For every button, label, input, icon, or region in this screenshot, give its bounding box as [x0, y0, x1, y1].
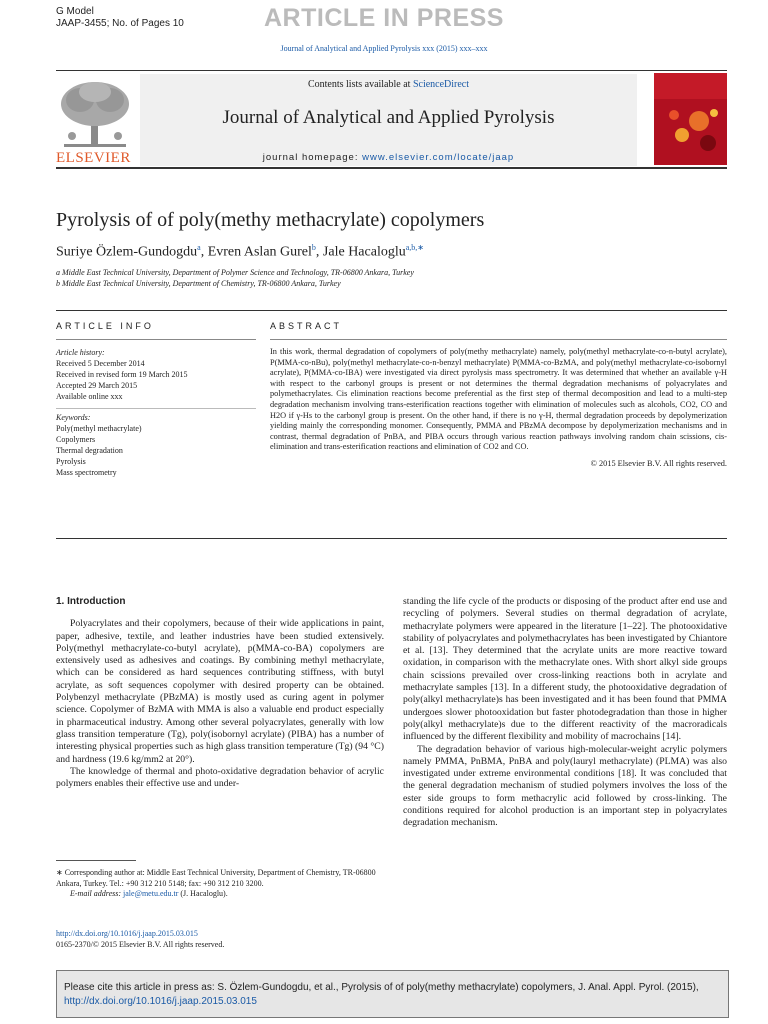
keyword: Poly(methyl methacrylate)	[56, 424, 142, 433]
journal-cover-image	[654, 73, 727, 165]
abstract-body	[270, 347, 727, 470]
elsevier-logo-text: ELSEVIER	[56, 150, 131, 166]
abstract-text: In this work, thermal degradation of copolymers of poly(methy methacrylate) namely, poly(methyl methacrylate-co-n-butyl acrylate), P(MMA-co-nBu), poly(methyl methacrylate-co-n-benzyl methacrylate) P(MMA-co-BzMA, and poly(methyl methacrylate-co-isobornyl acrylate), P(MMA-co-IBA) were investigated via direct pyrolysis mass spectrometry. It was determined that whether an available γ-H with respect to the carbonyl groups is present or not determines the thermal degradation mechanisms of polyacrylates and polymethacrylates. Cis elimination reactions become preferential as the first step of thermal decomposition and lead to a multi-step degradation mechanism involving trans-esterification reactions together with elimination of molecules such as alcohols, CO2, CO and H2O if γ-Hs to the carbonyl group is present. On the other hand, if there is no γ-H, thermal degradation proceeds by depolymerization yielding mainly the corresponding monomer. Consequently, PMMA and PBzMA decompose by depolymerization mechanisms and in contrast, thermal degradation of PnBA, and PIBA occurs through various reaction pathways involving random chain scissions, cis-elimination and trans-esterification reactions and elimination of CO2 and CO.	[270, 347, 727, 452]
article-title: Pyrolysis of of poly(methy methacrylate) copolymers	[56, 209, 485, 231]
contents-available	[140, 79, 637, 90]
abstract-bottom-rule	[56, 538, 727, 539]
corresponding-author-note: ∗ Corresponding author at: Middle East Technical University, Department of Chemistry, TR-06800 Ankara, Turkey. Tel.: +90 312 210 5148; fax: +90 312 210 3200.	[56, 868, 376, 888]
keywords-rule	[56, 408, 256, 409]
cite-text	[64, 981, 724, 1009]
keywords-label: Keywords:	[56, 413, 91, 422]
doi-link[interactable]: http://dx.doi.org/10.1016/j.jaap.2015.03.015	[56, 929, 198, 938]
keyword: Mass spectrometry	[56, 468, 117, 477]
issn-line: 0165-2370/© 2015 Elsevier B.V. All rights reserved.	[56, 940, 225, 949]
author-affil-mark[interactable]: a,b,∗	[405, 243, 424, 252]
article-in-press-banner: ARTICLE IN PRESS	[264, 4, 504, 32]
journal-title: Journal of Analytical and Applied Pyrolysis	[222, 107, 555, 128]
homepage-link[interactable]: www.elsevier.com/locate/jaap	[362, 152, 515, 163]
body-paragraph: standing the life cycle of the products or disposing of the product after end use and recycling of polymers. Several studies on thermal degradation of acrylate, methacrylate polymers were appeared in the literature [1–22]. The photooxidative stability of polyacrylates and polymethacrylates has been investigated by Chiantore et al. [13]. They determined that the acrylate units are more reactive toward oxidation, in comparison with the methacrylate ones. With short alkyl side groups chain scissions prevailed over cross-linking reactions both in acrylate and methacrylate samples [13]. In a different study, the photooxidative degradation of poly(alkyl methacrylate)s has been investigated and it has been found that PMMA undergoes slower photooxidation but faster photodegradation than those in higher poly(alkyl methacrylate)s due to the different reactivity of the macroradicals influenced by the different flexibility and mobility of macrochains [14].	[403, 596, 727, 743]
info-top-rule	[56, 310, 727, 311]
abstract-copyright: © 2015 Elsevier B.V. All rights reserved.	[590, 458, 727, 468]
contents-prefix: Contents lists available at	[307, 79, 413, 90]
history-item: Received in revised form 19 March 2015	[56, 370, 188, 379]
body-column-left	[56, 596, 384, 790]
elsevier-tree-logo	[56, 78, 134, 150]
abstract-heading: ABSTRACT	[270, 321, 343, 331]
author-name: Evren Aslan Gurel	[207, 244, 312, 260]
journal-homepage	[140, 152, 637, 163]
author-affil-mark[interactable]: a	[197, 243, 201, 252]
history-label: Article history:	[56, 348, 105, 357]
author-name: Jale Hacaloglu	[322, 244, 406, 260]
keyword: Copolymers	[56, 435, 96, 444]
header-top-rule	[56, 70, 727, 71]
abstract-rule	[270, 339, 727, 340]
footnote-rule	[56, 860, 136, 861]
homepage-label: journal homepage:	[262, 152, 363, 163]
article-info-heading: ARTICLE INFO	[56, 321, 154, 331]
email-label: E-mail address:	[70, 889, 124, 898]
keyword: Thermal degradation	[56, 446, 123, 455]
body-column-right	[403, 596, 727, 830]
history-item: Available online xxx	[56, 392, 123, 401]
header-bottom-rule	[56, 167, 727, 169]
body-paragraph: The knowledge of thermal and photo-oxidative degradation behavior of acrylic polymers enables their effective use and under-	[56, 765, 384, 790]
g-model-text: G Model	[56, 6, 94, 17]
journal-citation-line[interactable]: Journal of Analytical and Applied Pyrolysis xxx (2015) xxx–xxx	[280, 44, 488, 53]
affiliation-b: b Middle East Technical University, Department of Chemistry, TR-06800 Ankara, Turkey	[56, 279, 341, 288]
email-suffix: (J. Hacaloglu).	[178, 889, 228, 898]
info-rule	[56, 339, 256, 340]
affiliation-a: a Middle East Technical University, Department of Polymer Science and Technology, TR-06800 Ankara, Turkey	[56, 268, 414, 277]
cite-doi-link[interactable]: http://dx.doi.org/10.1016/j.jaap.2015.03.015	[64, 996, 257, 1007]
history-item: Received 5 December 2014	[56, 359, 145, 368]
body-paragraph: Polyacrylates and their copolymers, because of their wide applications in paint, paper, adhesive, textile, and leather industries have been studied extensively. Poly(methyl methacrylate-co-butyl acrylate), p(MMA-co-BA) copolymers are extensively used as adhesives and coatings. By combining methyl methacrylate, which can be considered as hard sequences contributing stiffness, with butyl acrylate, as soft sequences copolymer with desired property can be obtained. Polybenzyl methacrylate (PBzMA) is mostly used as curing agent in polymer science. Copolymer of BzMA with MMA is also a valuable end product especially in pharmaceutical industry. Among other several polyacrylates, generally with low glass transition temperature (Tg), poly(isobornyl acrylate) (PIBA) has a number of interesting physical properties such as high glass transition temperature (Tg) (94 °C) and hardness (19.6 kg/mm2 at 20°).	[56, 618, 384, 765]
history-item: Accepted 29 March 2015	[56, 381, 138, 390]
article-info	[56, 347, 256, 478]
cite-box-text: Please cite this article in press as: S. Özlem-Gundogdu, et al., Pyrolysis of of poly(methy methacrylate) copolymers, J. Anal. Appl. Pyrol. (2015),	[64, 982, 699, 993]
section-heading-introduction: 1. Introduction	[56, 596, 126, 607]
author-name: Suriye Özlem-Gundogdu	[56, 244, 198, 260]
doi-block	[56, 928, 224, 950]
footnote	[56, 868, 384, 900]
author-list: Suriye Özlem-Gundogdu$^a$, Evren Aslan Gurel$^b$, Jale Hacaloglu$^{a,b,∗}$	[56, 243, 424, 260]
author-affil-mark[interactable]: b	[311, 243, 316, 252]
sciencedirect-link[interactable]: ScienceDirect	[412, 79, 470, 90]
body-paragraph: The degradation behavior of various high-molecular-weight acrylic polymers namely PMMA, PnBMA, PnBA and poly(lauryl methacrylate) (PLMA) was also investigated under extreme environmental conditions [18]. It was concluded that the general degradation mechanism of studied polymers involves the loss of the ester side groups to form methacrylic acid followed by cross-linking. The conditions required for alcohol production is an important step in polyacrylates degradation mechanism.	[403, 743, 727, 829]
article-ref: JAAP-3455; No. of Pages 10	[56, 18, 184, 29]
email-link[interactable]: jale@metu.edu.tr	[123, 889, 179, 898]
keyword: Pyrolysis	[56, 457, 86, 466]
